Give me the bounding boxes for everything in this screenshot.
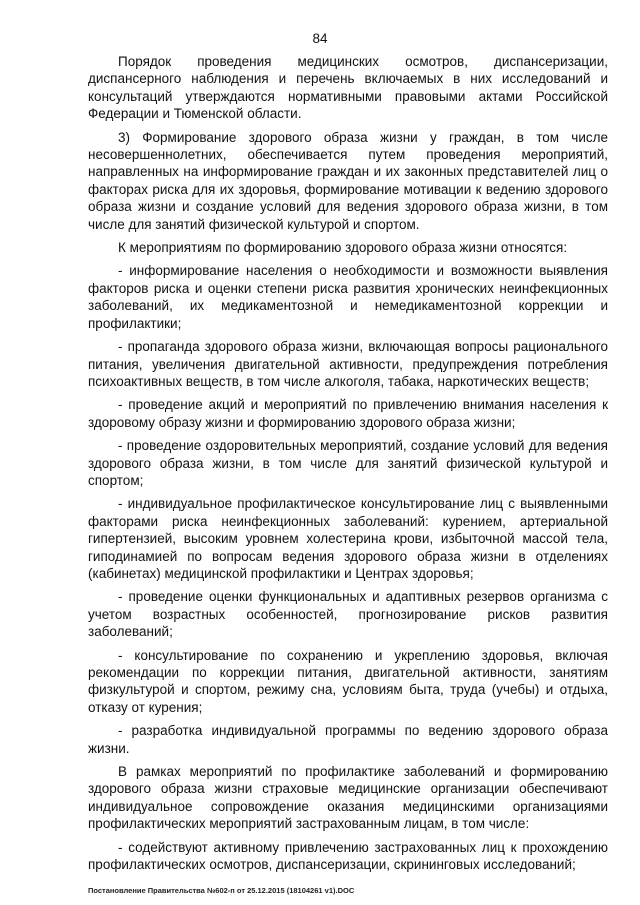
page-number: 84 xyxy=(312,31,328,46)
list-item: - содействуют активному привлечению застрахованных лиц к прохождению профилактических осмотров, диспансеризации, скрининговых исследований; xyxy=(88,839,608,873)
list-item: - проведение оздоровительных мероприятий, создание условий для ведения здорового образа жизни, в том числе для занятий физической культурой и спортом; xyxy=(88,438,608,488)
list-item: - консультирование по сохранению и укреплению здоровья, включая рекомендации по коррекции питания, двигательной активности, занятиям физкультурой и спортом, режиму сна, условиям быта, труда (учебы) и отдыха, отказу от курения; xyxy=(88,647,608,715)
list-item: - проведение акций и мероприятий по привлечению внимания населения к здоровому образу жизни и формированию здорового образа жизни; xyxy=(88,397,608,430)
list-item: - пропаганда здорового образа жизни, включающая вопросы рационального питания, увеличения двигательной активности, предупреждения потребления психоактивных веществ, в том числе алкоголя, табака, наркотических веществ; xyxy=(88,339,608,389)
list-item: - разработка индивидуальной программы по ведению здорового образа жизни. xyxy=(88,723,608,756)
paragraph-exam-procedure: Порядок проведения медицинских осмотров, диспансеризации, диспансерного наблюдения и перечень включаемых в них исследований и консультаций утверждаются нормативными правовыми актами Российской Федерации и Тюменской области. xyxy=(88,54,608,122)
list-item: - проведение оценки функциональных и адаптивных резервов организма с учетом возрастных особенностей, прогнозирование рисков развития заболеваний; xyxy=(88,589,608,640)
document-footer: Постановление Правительства №602-п от 25.12.2015 (18104261 v1).DOC xyxy=(88,886,355,895)
paragraph-insurance-support: В рамках мероприятий по профилактике заболеваний и формированию здорового образа жизни страховые медицинские организации обеспечивают индивидуальное сопровождение оказания медицинскими организациями профилактических мероприятий застрахованным лицам, в том числе: xyxy=(88,764,608,832)
paragraph-measures-intro: К мероприятиям по формированию здорового образа жизни относятся: xyxy=(118,240,568,256)
list-item: - индивидуальное профилактическое консультирование лиц с выявленными факторами риска неинфекционных заболеваний: курением, артериальной гипертензией, высоким уровнем холестерина крови, избыточной массой тела, гиподинамией по вопросам ведения здорового образа жизни в отделениях (кабинетах) медицинской профилактики и Центрах здоровья; xyxy=(88,496,608,581)
paragraph-healthy-lifestyle: 3) Формирование здорового образа жизни у граждан, в том числе несовершеннолетних, обеспечивается путем проведения мероприятий, направленных на информирование граждан и их законных представителей лиц о факторах риска для их здоровья, формирование мотивации к ведению здорового образа жизни и создание условий для ведения здорового образа жизни, в том числе для занятий физической культурой и спортом. xyxy=(88,129,608,232)
list-item: - информирование населения о необходимости и возможности выявления факторов риска и оценки степени риска развития хронических неинфекционных заболеваний, их медикаментозной и немедикаментозной коррекции и профилактики; xyxy=(88,263,608,331)
document-body xyxy=(88,53,608,876)
